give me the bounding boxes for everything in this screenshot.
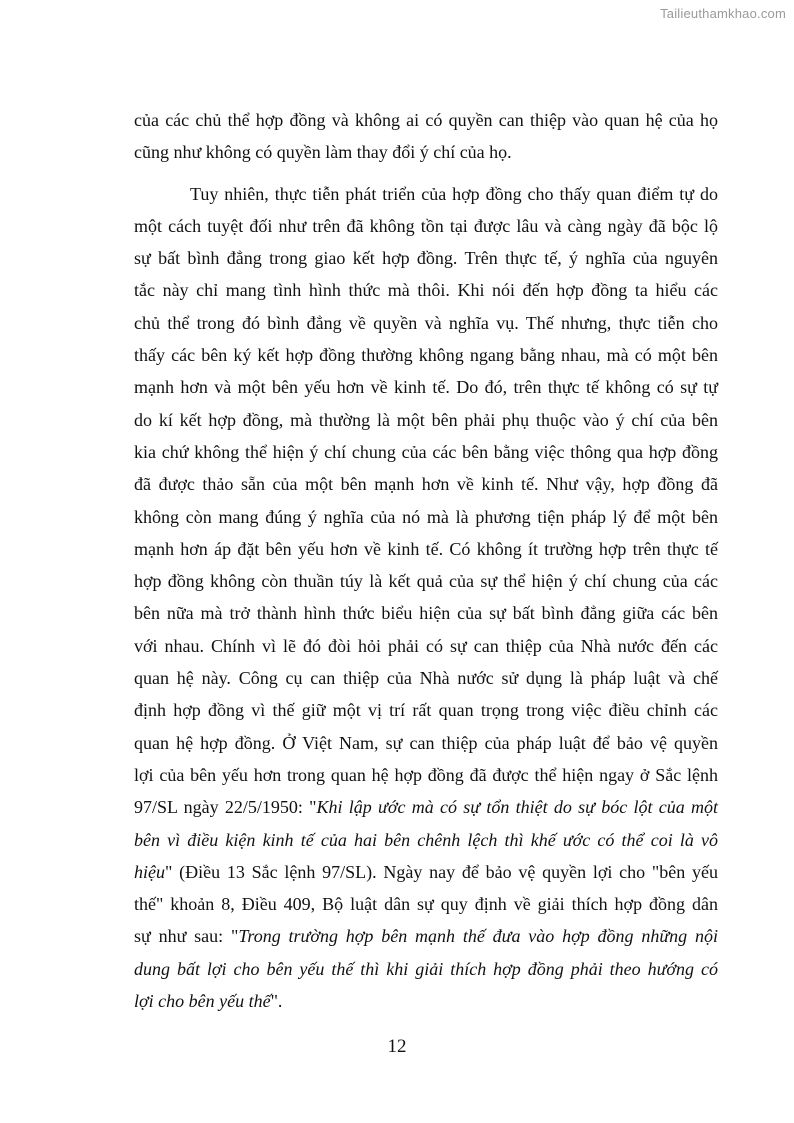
text-line [134,178,718,210]
text-segment: ". [270,991,283,1012]
text-line [134,597,718,629]
text-line [134,242,718,274]
text-line [134,371,718,403]
page-number: 12 [387,1036,407,1057]
watermark-text: Tailieuthamkhao.com [660,6,786,21]
text-line [134,339,718,371]
italic-quote-text: bên vì điều kiện kinh tế của hai bên chênh lệch thì khế ước có thể coi là vô [134,829,718,850]
text-segment: với nhau. Chính vì lẽ đó đòi hỏi phải có sự can thiệp của Nhà nước đến các [134,635,718,656]
text-line [134,136,718,168]
text-segment: một cách tuyệt đối như trên đã không tồn tại được lâu và càng ngày đã bộc lộ [134,215,718,236]
text-line [134,888,718,920]
text-segment: thế" khoản 8, Điều 409, Bộ luật dân sự quy định về giải thích hợp đồng dân [134,894,718,915]
text-segment: chủ thể trong đó bình đẳng về quyền và nghĩa vụ. Thế nhưng, thực tiễn cho [134,312,718,333]
text-line [134,468,718,500]
text-segment: của các chủ thể hợp đồng và không ai có quyền can thiệp vào quan hệ của họ [134,110,718,130]
text-line [134,104,718,136]
text-line [134,210,718,242]
text-line [134,856,718,888]
text-line [134,985,718,1017]
text-line [134,920,718,952]
text-line [134,436,718,468]
italic-quote-text: lợi cho bên yếu thế [134,991,271,1012]
text-line [134,694,718,726]
text-line [134,533,718,565]
text-segment: Tuy nhiên, thực tiễn phát triển của hợp đồng cho thấy quan điểm tự do [190,183,718,204]
text-segment: đã được thảo sẵn của một bên mạnh hơn về kinh tế. Như vậy, hợp đồng đã [134,474,718,495]
text-segment: kia chứ không thể hiện ý chí chung của các bên bằng việc thông qua hợp đồng [134,441,718,462]
text-segment: quan hệ hợp đồng. Ở Việt Nam, sự can thiệp của pháp luật để bảo vệ quyền [134,732,718,753]
text-segment: sự như sau: " [134,926,239,947]
text-line [134,759,718,791]
text-segment: mạnh hơn áp đặt bên yếu hơn về kinh tế. Có không ít trường hợp trên thực tế [134,538,718,559]
text-segment: cũng như không có quyền làm thay đổi ý chí của họ. [134,142,512,163]
italic-quote-text: Khi lập ước mà có sự tổn thiệt do sự bóc lột của một [316,797,718,818]
paragraph [134,178,718,1018]
text-segment: mạnh hơn và một bên yếu hơn về kinh tế. Do đó, trên thực tế không có sự tự [134,377,718,398]
text-line [134,824,718,856]
text-segment: lợi của bên yếu hơn trong quan hệ hợp đồng đã được thể hiện ngay ở Sắc lệnh [134,764,718,785]
text-line [134,953,718,985]
text-line [134,307,718,339]
text-segment: quan hệ này. Công cụ can thiệp của Nhà nước sử dụng là pháp luật và chế [134,668,718,689]
text-segment: tắc này chỉ mang tình hình thức mà thôi. Khi nói đến hợp đồng ta hiểu các [134,280,718,301]
text-segment: bên nữa mà trở thành hình thức biểu hiện của sự bất bình đẳng giữa các bên [134,603,718,624]
text-segment: sự bất bình đẳng trong giao kết hợp đồng. Trên thực tế, ý nghĩa của nguyên [134,248,718,269]
text-segment: " (Điều 13 Sắc lệnh 97/SL). Ngày nay để bảo vệ quyền lợi cho "bên yếu [165,861,718,882]
italic-quote-text: Trong trường hợp bên mạnh thế đưa vào hợp đồng những nội [238,926,719,947]
text-segment: do kí kết hợp đồng, mà thường là một bên phải phụ thuộc vào ý chí của bên [134,409,718,430]
text-segment: không còn mang đúng ý nghĩa của nó mà là phương tiện pháp lý để một bên [134,506,718,527]
text-line [134,791,718,823]
text-line [134,501,718,533]
body-text [134,104,718,1017]
italic-quote-text: dung bất lợi cho bên yếu thế thì khi giải thích hợp đồng phải theo hướng có [134,958,718,979]
text-line [134,630,718,662]
text-segment: thấy các bên ký kết hợp đồng thường không ngang bằng nhau, mà có một bên [134,345,718,366]
text-line [134,727,718,759]
paragraph [134,104,718,169]
text-segment: 97/SL ngày 22/5/1950: " [134,797,317,818]
italic-quote-text: hiệu [134,861,165,882]
text-line [134,565,718,597]
text-line [134,404,718,436]
text-segment: định hợp đồng vì thế giữ một vị trí rất quan trọng trong việc điều chỉnh các [134,700,718,721]
text-line [134,662,718,694]
text-segment: hợp đồng không còn thuần túy là kết quả của sự thể hiện ý chí chung của các [134,571,718,592]
text-line [134,274,718,306]
